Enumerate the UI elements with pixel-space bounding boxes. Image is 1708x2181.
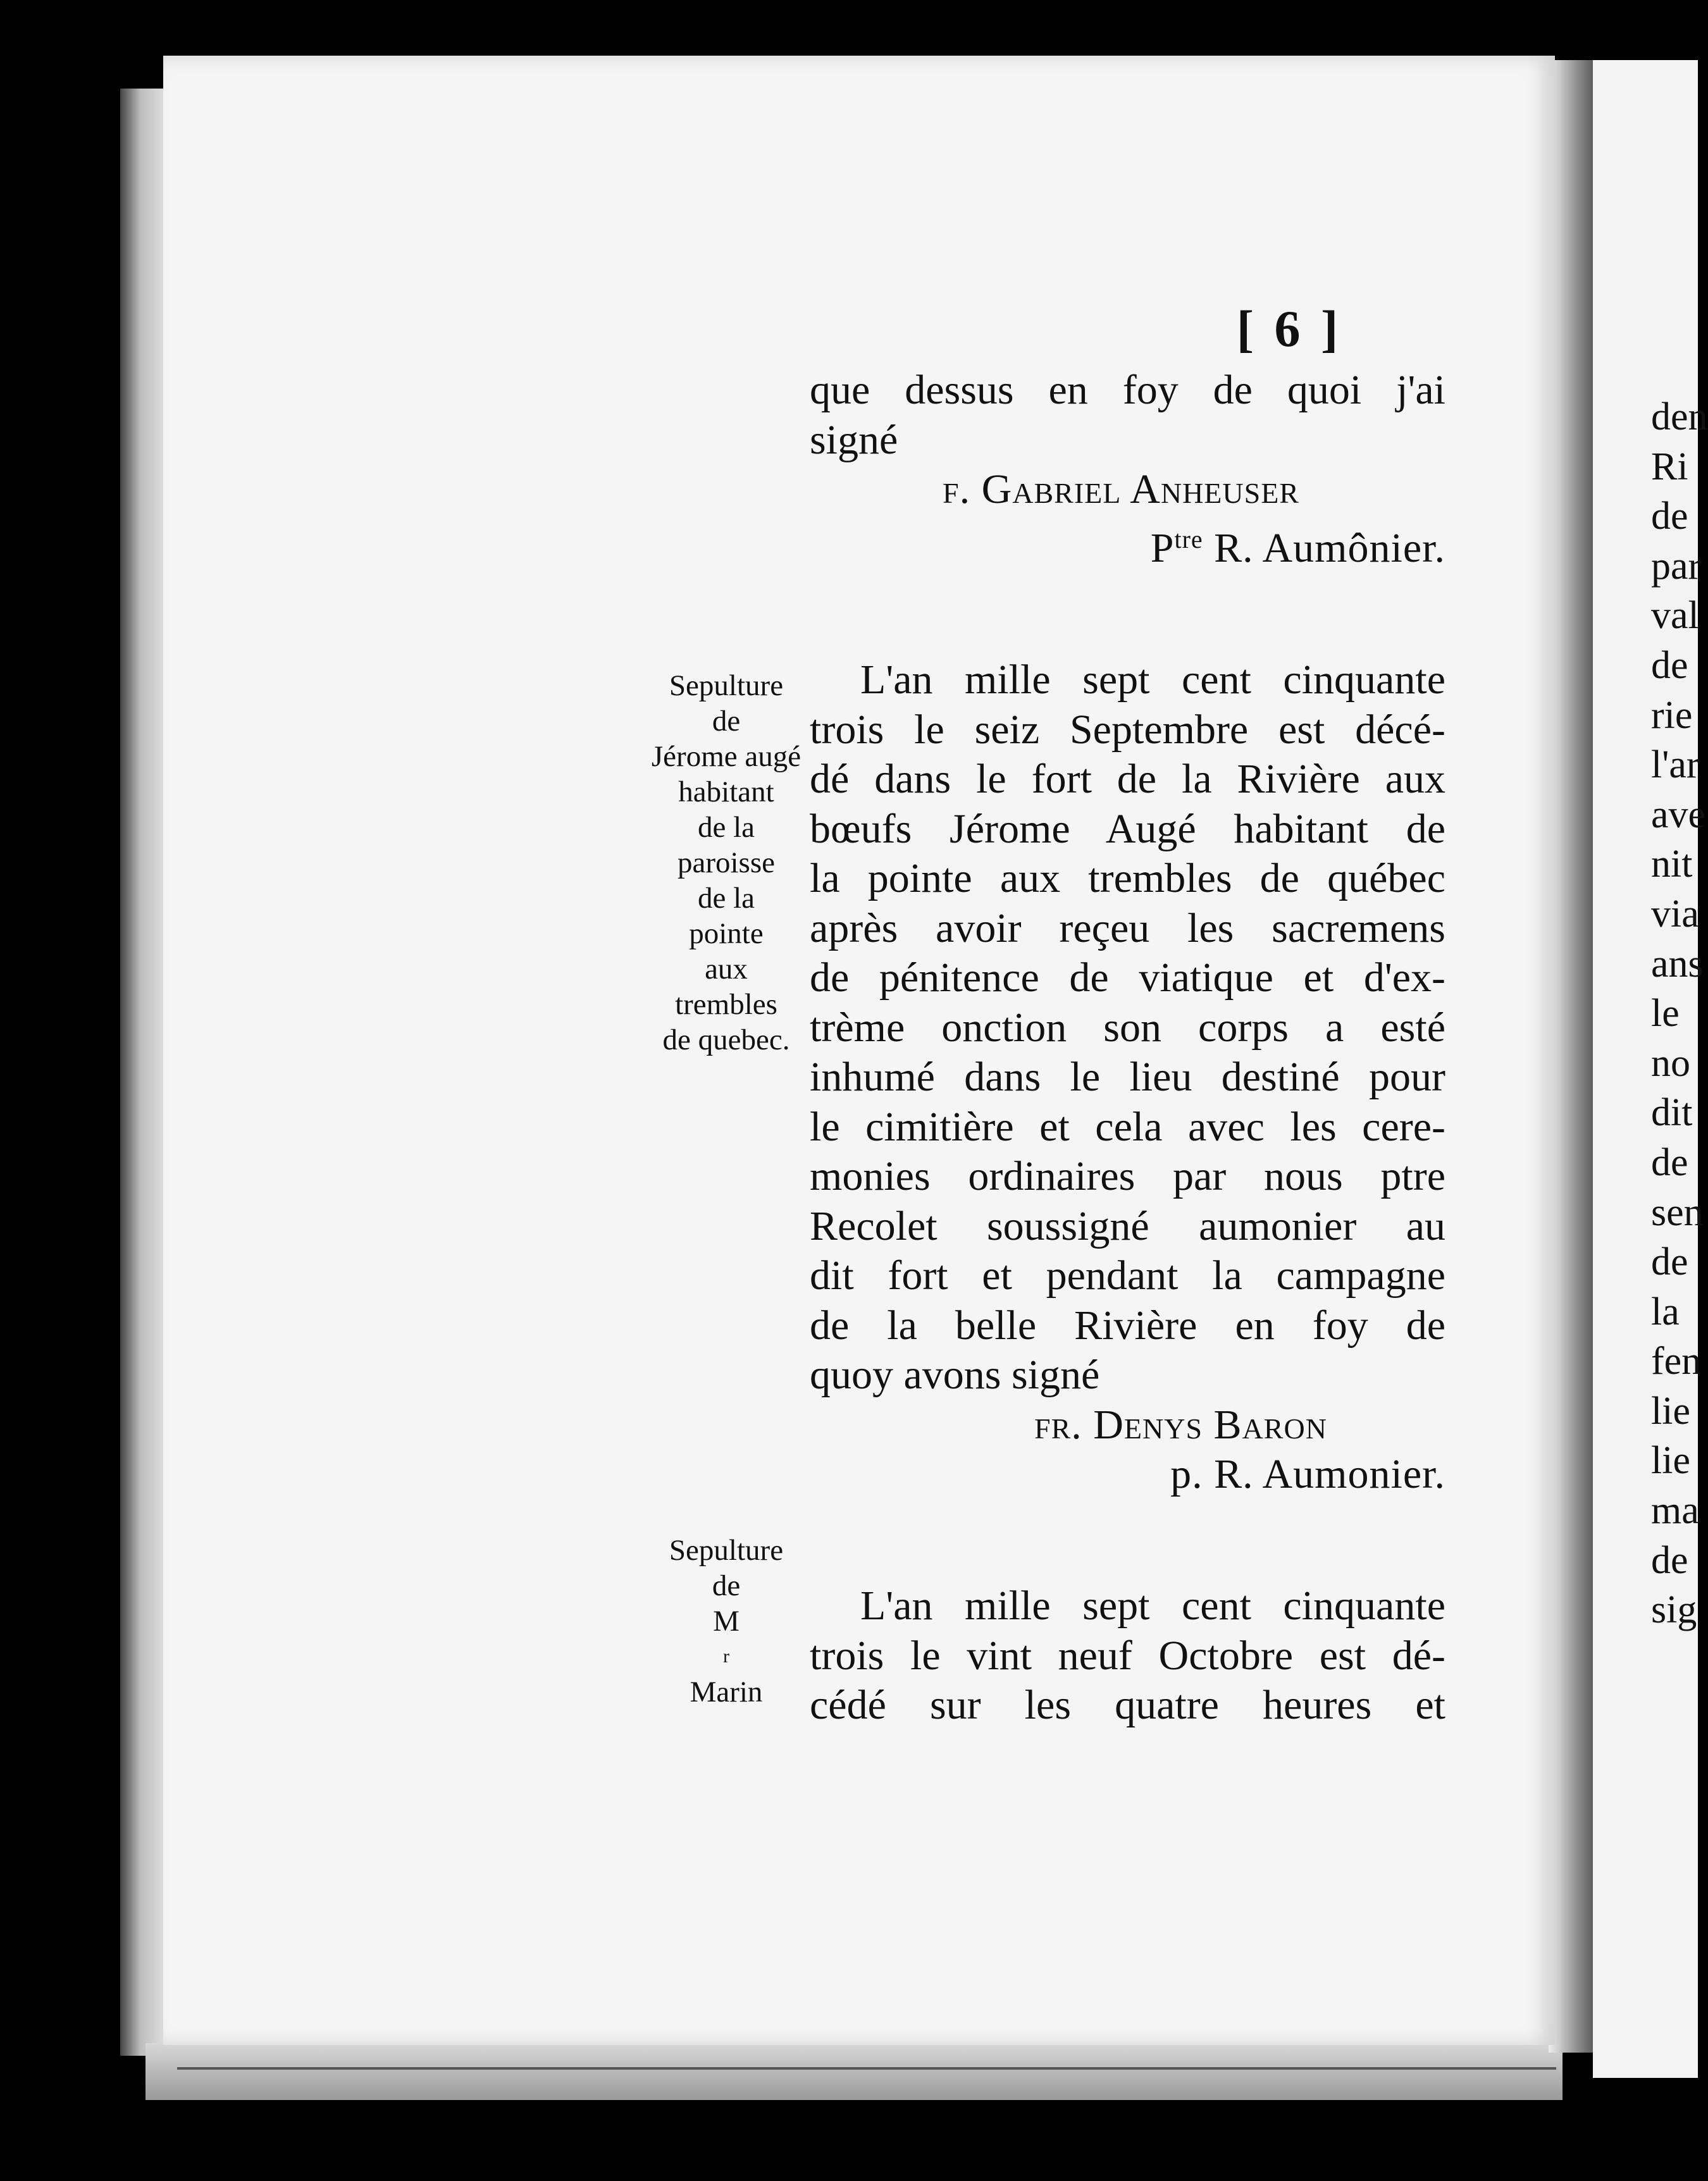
fragment-line: fen	[1651, 1340, 1702, 1383]
text-line: trois le vint neuf Octobre est dé-	[810, 1632, 1445, 1679]
text-line: trois le seiz Septembre est décé-	[810, 706, 1445, 753]
margin-note-line: aux	[705, 953, 748, 985]
burial-entry-marin	[810, 1581, 1445, 1731]
fragment-line: ans	[1651, 942, 1704, 985]
fragment-line: val	[1651, 594, 1699, 638]
fragment-line: dit	[1651, 1091, 1693, 1135]
margin-note-marin	[638, 1533, 815, 1710]
text-line: cédé sur les quatre heures et	[810, 1682, 1445, 1728]
signature-title: p. R. Aumonier.	[1170, 1451, 1445, 1497]
signature-name: fr. Denys Baron	[1034, 1401, 1327, 1448]
fragment-line: le	[1651, 992, 1680, 1035]
fragment-line: rie	[1651, 693, 1693, 737]
text-line: après avoir reçeu les sacremens	[810, 905, 1445, 951]
document-page	[163, 56, 1555, 2045]
text-line: L'an mille sept cent cinquante	[860, 1583, 1445, 1629]
signature-title: $P^{tre}$ R. Aumônier.	[1150, 524, 1445, 571]
page-stack-line	[177, 2067, 1556, 2070]
text-line: que dessus en foy de quoi j'ai	[810, 367, 1445, 413]
text-line: inhumé dans le lieu destiné pour	[810, 1054, 1445, 1100]
text-line: dit fort et pendant la campagne	[810, 1252, 1445, 1299]
margin-note-line: trembles	[675, 988, 777, 1021]
text-line: la pointe aux trembles de québec	[810, 855, 1445, 901]
text-line: monies ordinaires par nous ptre	[810, 1153, 1445, 1199]
text-line: le cimitière et cela avec les cere-	[810, 1103, 1445, 1150]
margin-note-line: M r Marin	[690, 1605, 763, 1708]
margin-note-line: de quebec.	[662, 1023, 790, 1056]
margin-note-line: habitant	[678, 775, 774, 808]
fragment-line: no	[1651, 1041, 1690, 1085]
margin-note-line: de	[712, 1569, 741, 1602]
fragment-line: ma	[1651, 1489, 1699, 1533]
margin-note-line: de	[712, 705, 741, 738]
signature-name: f. Gabriel Anheuser	[943, 466, 1299, 512]
margin-note-line: Sepulture	[669, 1534, 784, 1567]
margin-note-line: pointe	[689, 917, 764, 950]
text-line: signé	[810, 416, 898, 463]
fragment-line: sig	[1651, 1588, 1697, 1632]
margin-note-line: Jérome augé	[651, 740, 801, 773]
text-line: bœufs Jérome Augé habitant de	[810, 805, 1445, 852]
fragment-line: via	[1651, 892, 1699, 936]
fragment-line: de	[1651, 495, 1688, 538]
text-line: L'an mille sept cent cinquante	[860, 657, 1445, 703]
text-line: dé dans le fort de la Rivière aux	[810, 756, 1445, 802]
fragment-line: ave	[1651, 793, 1706, 836]
fragment-line: den	[1651, 395, 1708, 438]
text-line: de pénitence de viatique et d'ex-	[810, 955, 1445, 1001]
page-stack-edge	[145, 2043, 1563, 2100]
facing-page-text	[1651, 392, 1708, 1635]
fragment-line: l'ar	[1651, 743, 1700, 787]
margin-note-line: paroisse	[677, 846, 775, 879]
text-line: Recolet soussigné aumonier au	[810, 1202, 1445, 1249]
burial-entry-jerome-auge	[810, 655, 1445, 1500]
facing-page-fragment	[1593, 60, 1708, 2078]
margin-note-line: Sepulture	[669, 669, 784, 702]
margin-note-line: de la	[697, 882, 755, 915]
fragment-line: par	[1651, 544, 1702, 588]
text-line: quoy avons signé	[810, 1352, 1100, 1398]
text-line: trème onction son corps a esté	[810, 1004, 1445, 1051]
fragment-line: de	[1651, 643, 1688, 687]
fragment-line: Ri	[1651, 445, 1688, 488]
fragment-line: de	[1651, 1140, 1688, 1184]
fragment-line: lie	[1651, 1439, 1690, 1483]
fragment-line: lie	[1651, 1389, 1690, 1433]
fragment-line: de	[1651, 1240, 1688, 1284]
margin-note-jerome-auge	[638, 668, 815, 1058]
fragment-line: sen	[1651, 1190, 1704, 1234]
fragment-line: de	[1651, 1538, 1688, 1582]
fragment-line: nit	[1651, 843, 1693, 886]
text-line: de la belle Rivière en foy de	[810, 1302, 1445, 1349]
margin-note-line: de la	[697, 811, 755, 844]
page-number: [ 6 ]	[1236, 300, 1342, 357]
entry-continuation	[810, 366, 1445, 571]
fragment-line: la	[1651, 1290, 1680, 1333]
